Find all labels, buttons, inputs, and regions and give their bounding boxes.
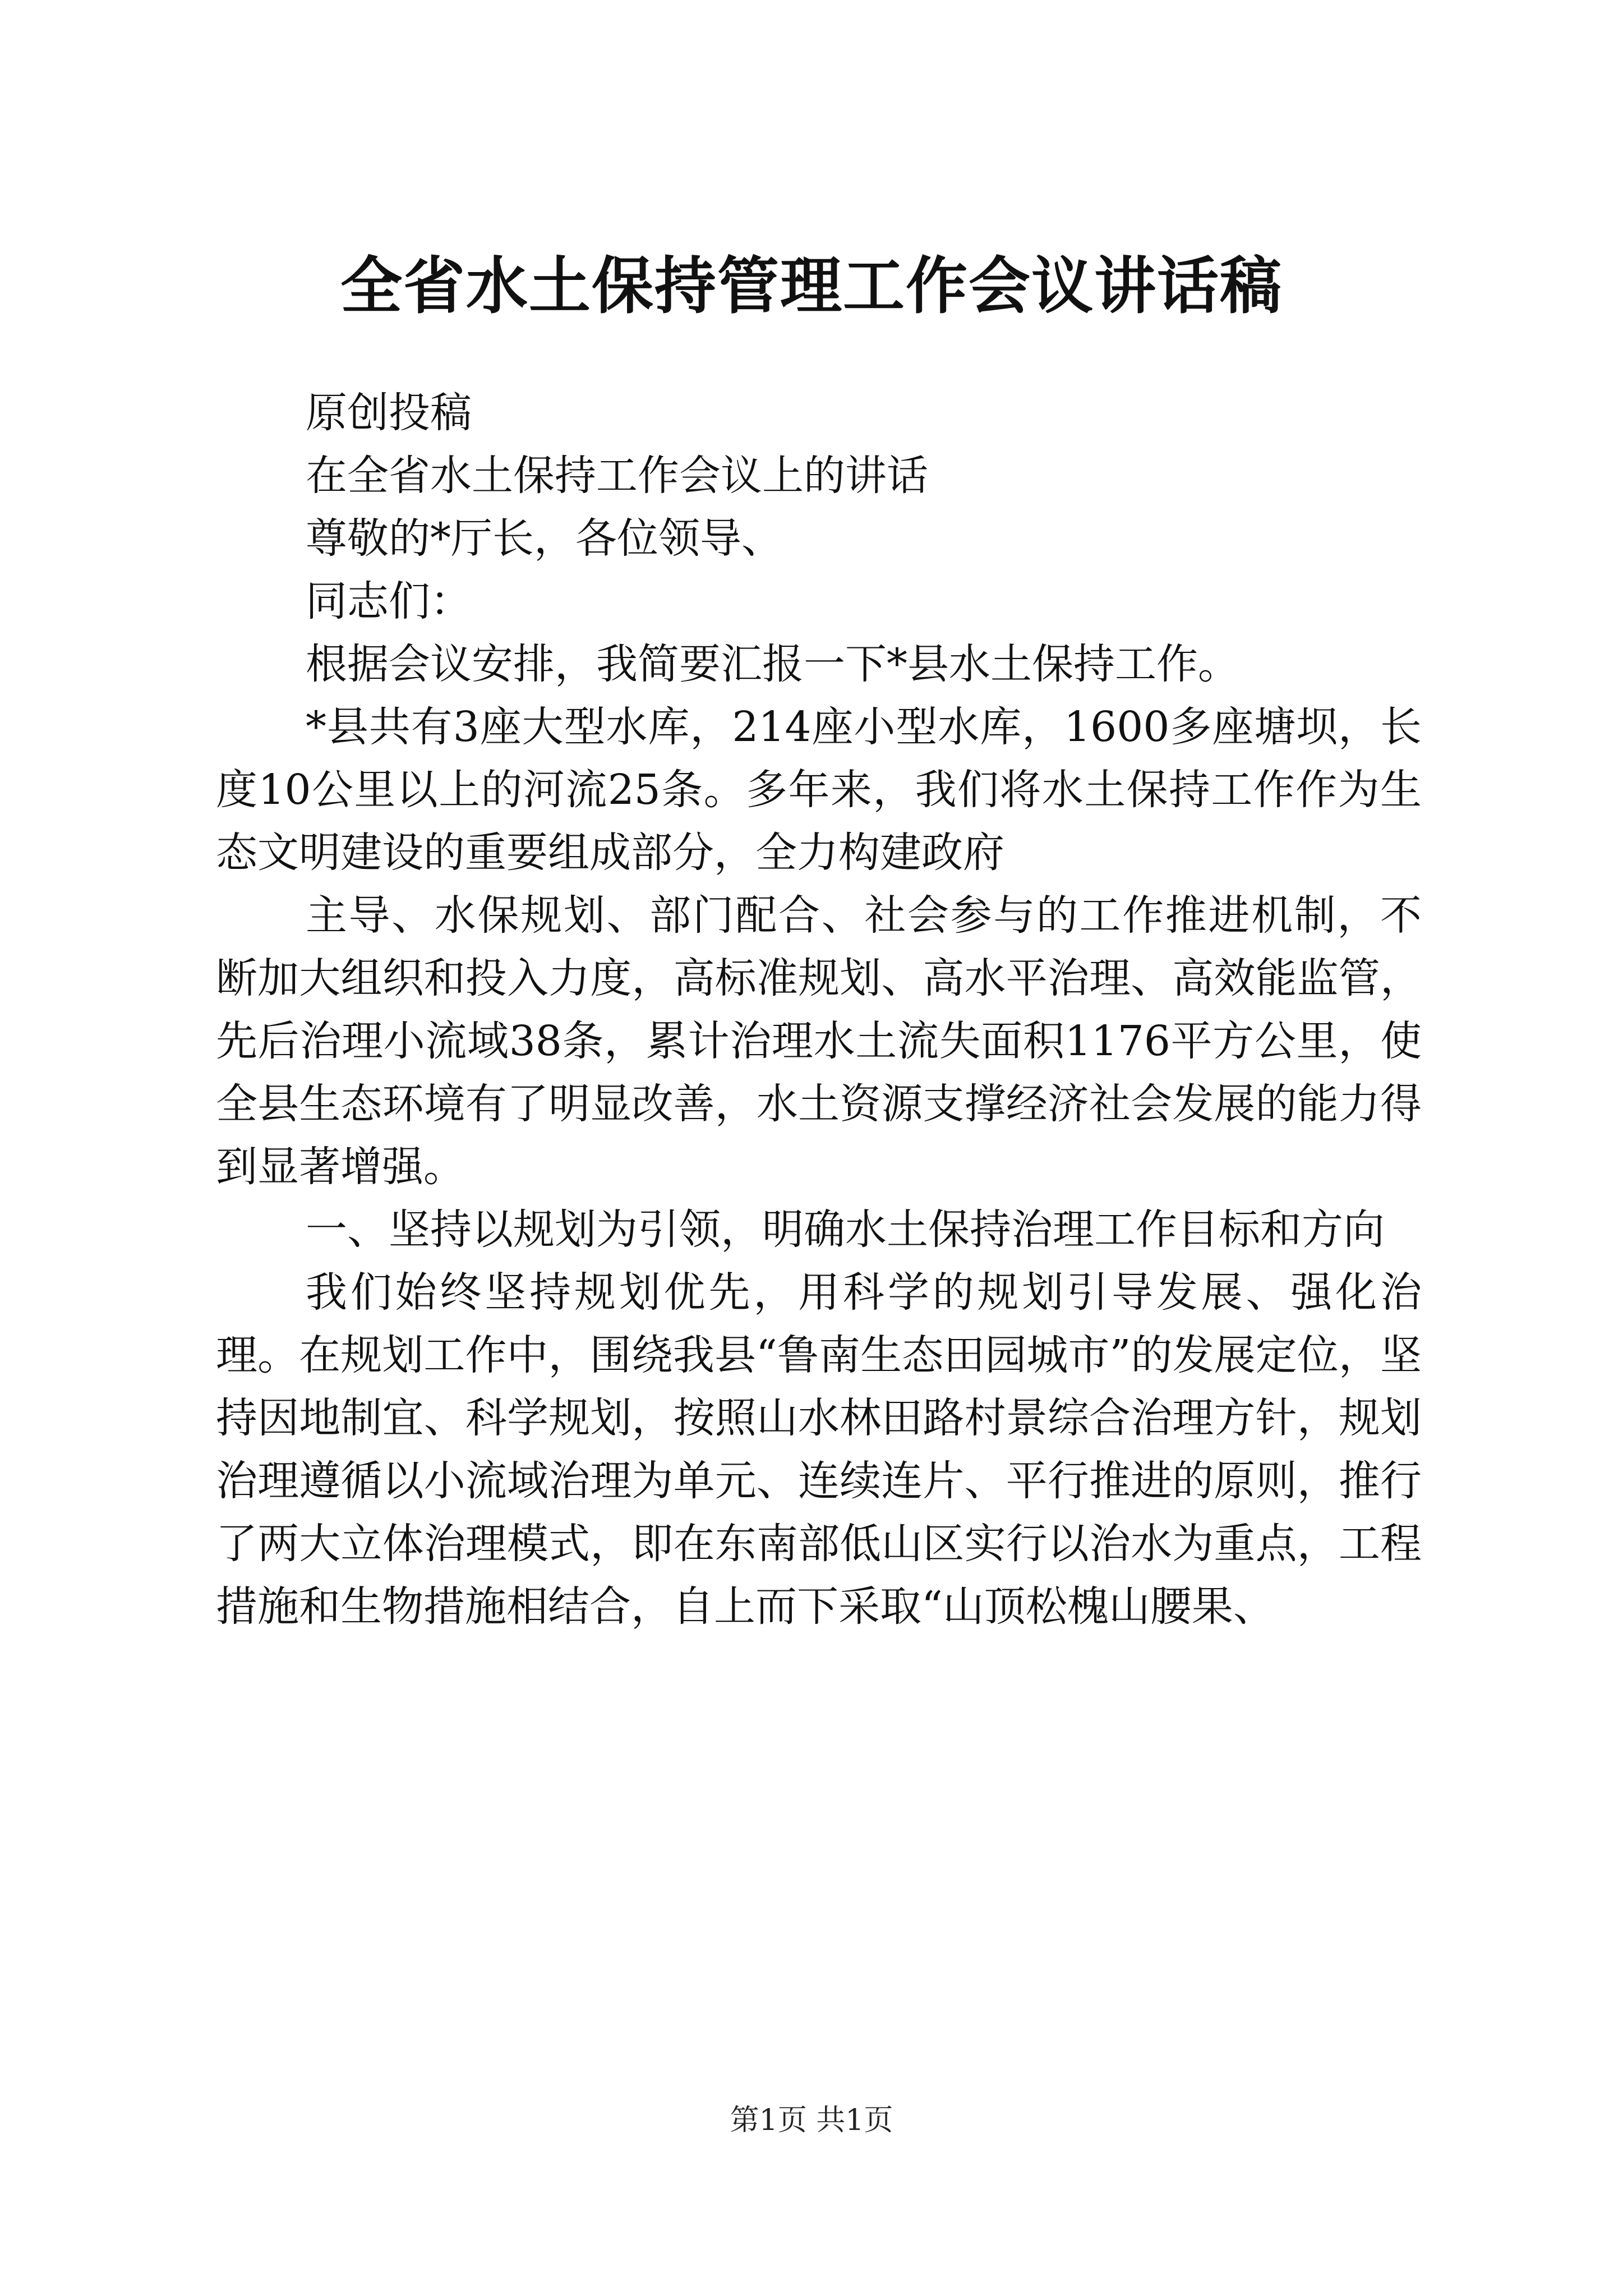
document-title: 全省水土保持管理工作会议讲话稿 [340,250,1283,322]
paragraph-subtitle: 在全省水土保持工作会议上的讲话 [306,452,928,500]
paragraph-intro: 根据会议安排，我简要汇报一下*县水土保持工作。 [306,640,1239,688]
paragraph-salutation-comrades: 同志们： [306,577,472,625]
page-footer: 第1页 共1页 [730,2104,893,2137]
paragraph-planning: 我们始终坚持规划优先，用科学的规划引导发展、强化治理。在规划工作中，围绕我县“鲁南生态田园城市”的发展定位，坚持因地制宜、科学规划，按照山水林田路村景综合治理方针，规划治理遵循以小流域治理为单元、连续连片、平行推进的原则，推行了两大立体治理模式，即在东南部低山区实行以治水为重点，工程措施和生物措施相结合，自上而下采取“山顶松槐山腰果、 [216,1268,1422,1631]
paragraph-county-overview: *县共有3座大型水库，214座小型水库，1600多座塘坝，长度10公里以上的河流25条。多年来，我们将水土保持工作作为生态文明建设的重要组成部分，全力构建政府 [216,703,1422,877]
paragraph-source: 原创投稿 [306,389,472,437]
document-body [216,381,1422,1638]
section-heading-1: 一、坚持以规划为引领，明确水土保持治理工作目标和方向 [306,1205,1385,1254]
paragraph-salutation: 尊敬的*厅长，各位领导、 [306,514,783,563]
paragraph-mechanism: 主导、水保规划、部门配合、社会参与的工作推进机制，不断加大组织和投入力度，高标准规划、高水平治理、高效能监管，先后治理小流域38条，累计治理水土流失面积1176平方公里，使全县生态环境有了明显改善，水土资源支撑经济社会发展的能力得到显著增强。 [216,891,1422,1191]
